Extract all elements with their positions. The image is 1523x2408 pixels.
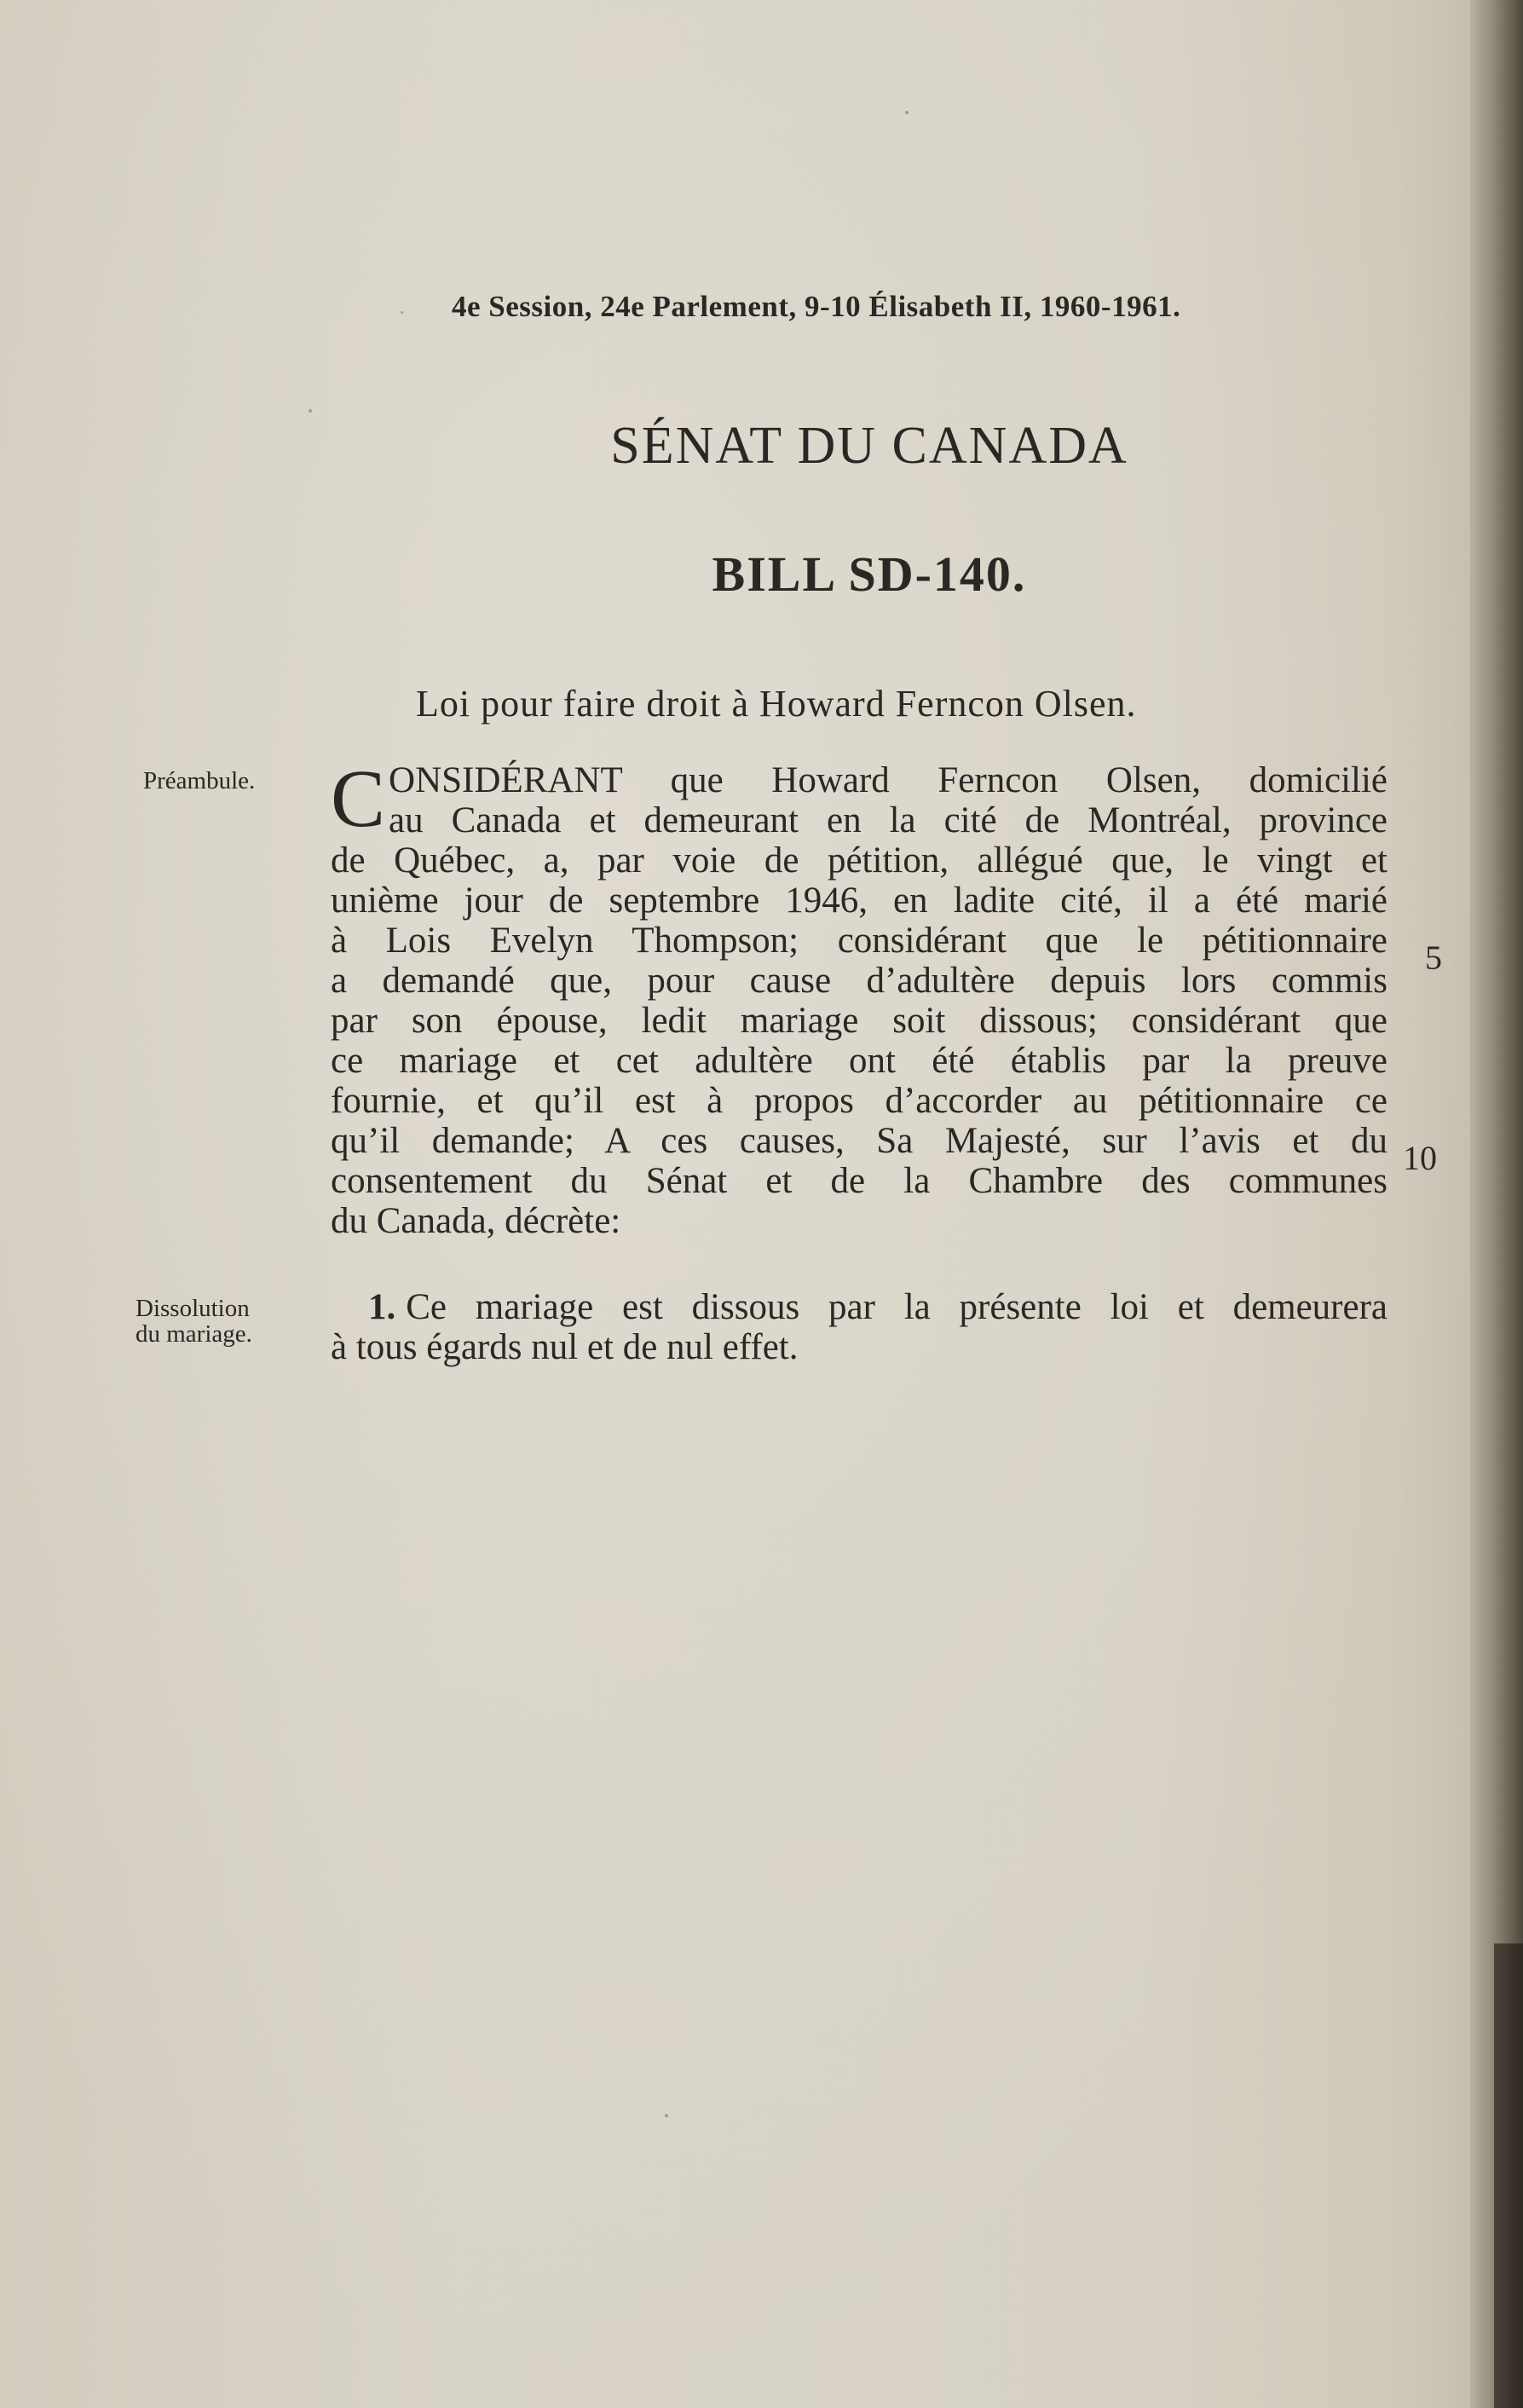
- paper-speck: [905, 111, 909, 114]
- margin-note-dissolution: [136, 1296, 252, 1347]
- drop-cap: C: [331, 753, 386, 844]
- section-1-line-1-text: Ce mariage est dissous par la présente loi et demeurera: [406, 1287, 1387, 1327]
- preamble-line-3: de Québec, a, par voie de pétition, allégué que, le vingt et: [331, 840, 1387, 881]
- session-header: 4e Session, 24e Parlement, 9-10 Élisabeth II, 1960-1961.: [452, 290, 1181, 323]
- margin-note-preamble: Préambule.: [143, 767, 256, 794]
- preamble-line-6: a demandé que, pour cause d’adultère depuis lors commis: [331, 961, 1387, 1001]
- section-1-paragraph: [331, 1287, 1387, 1367]
- margin-note-dissolution-line-2: du mariage.: [136, 1320, 252, 1348]
- preamble-line-2: au Canada et demeurant en la cité de Montréal, province: [389, 800, 1387, 840]
- chamber-title: SÉNAT DU CANADA: [610, 417, 1128, 475]
- preamble-line-12: du Canada, décrète:: [331, 1201, 621, 1241]
- preamble-line-4: unième jour de septembre 1946, en ladite cité, il a été marié: [331, 881, 1387, 921]
- act-title: Loi pour faire droit à Howard Ferncon Olsen.: [416, 683, 1137, 725]
- preamble-line-11: consentement du Sénat et de la Chambre des communes: [331, 1161, 1387, 1201]
- preamble-line-1-text: ONSIDÉRANT que Howard Ferncon Olsen, domicilié: [389, 760, 1387, 800]
- line-number-10: 10: [1403, 1139, 1437, 1177]
- section-number: 1.: [368, 1287, 396, 1327]
- preamble-line-7: par son épouse, ledit mariage soit dissous; considérant que: [331, 1001, 1387, 1041]
- bill-number: BILL SD-140.: [712, 546, 1027, 602]
- paper-speck: [309, 409, 312, 413]
- preamble-paragraph: [331, 753, 1387, 1241]
- margin-note-dissolution-line-1: Dissolution: [136, 1295, 250, 1322]
- preamble-line-9: fournie, et qu’il est à propos d’accorder au pétitionnaire ce: [331, 1081, 1387, 1121]
- paper-speck: [665, 2114, 668, 2117]
- section-1-line-1: [331, 1287, 1387, 1327]
- paper-speck: [401, 311, 403, 314]
- preamble-line-10: qu’il demande; A ces causes, Sa Majesté, sur l’avis et du: [331, 1121, 1387, 1161]
- preamble-line-5: à Lois Evelyn Thompson; considérant que le pétitionnaire: [331, 921, 1387, 961]
- section-1-line-2: à tous égards nul et de nul effet.: [331, 1327, 799, 1367]
- line-number-5: 5: [1425, 938, 1442, 977]
- book-spine-dark-edge: [1494, 1943, 1523, 2408]
- preamble-line-8: ce mariage et cet adultère ont été établis par la preuve: [331, 1041, 1387, 1081]
